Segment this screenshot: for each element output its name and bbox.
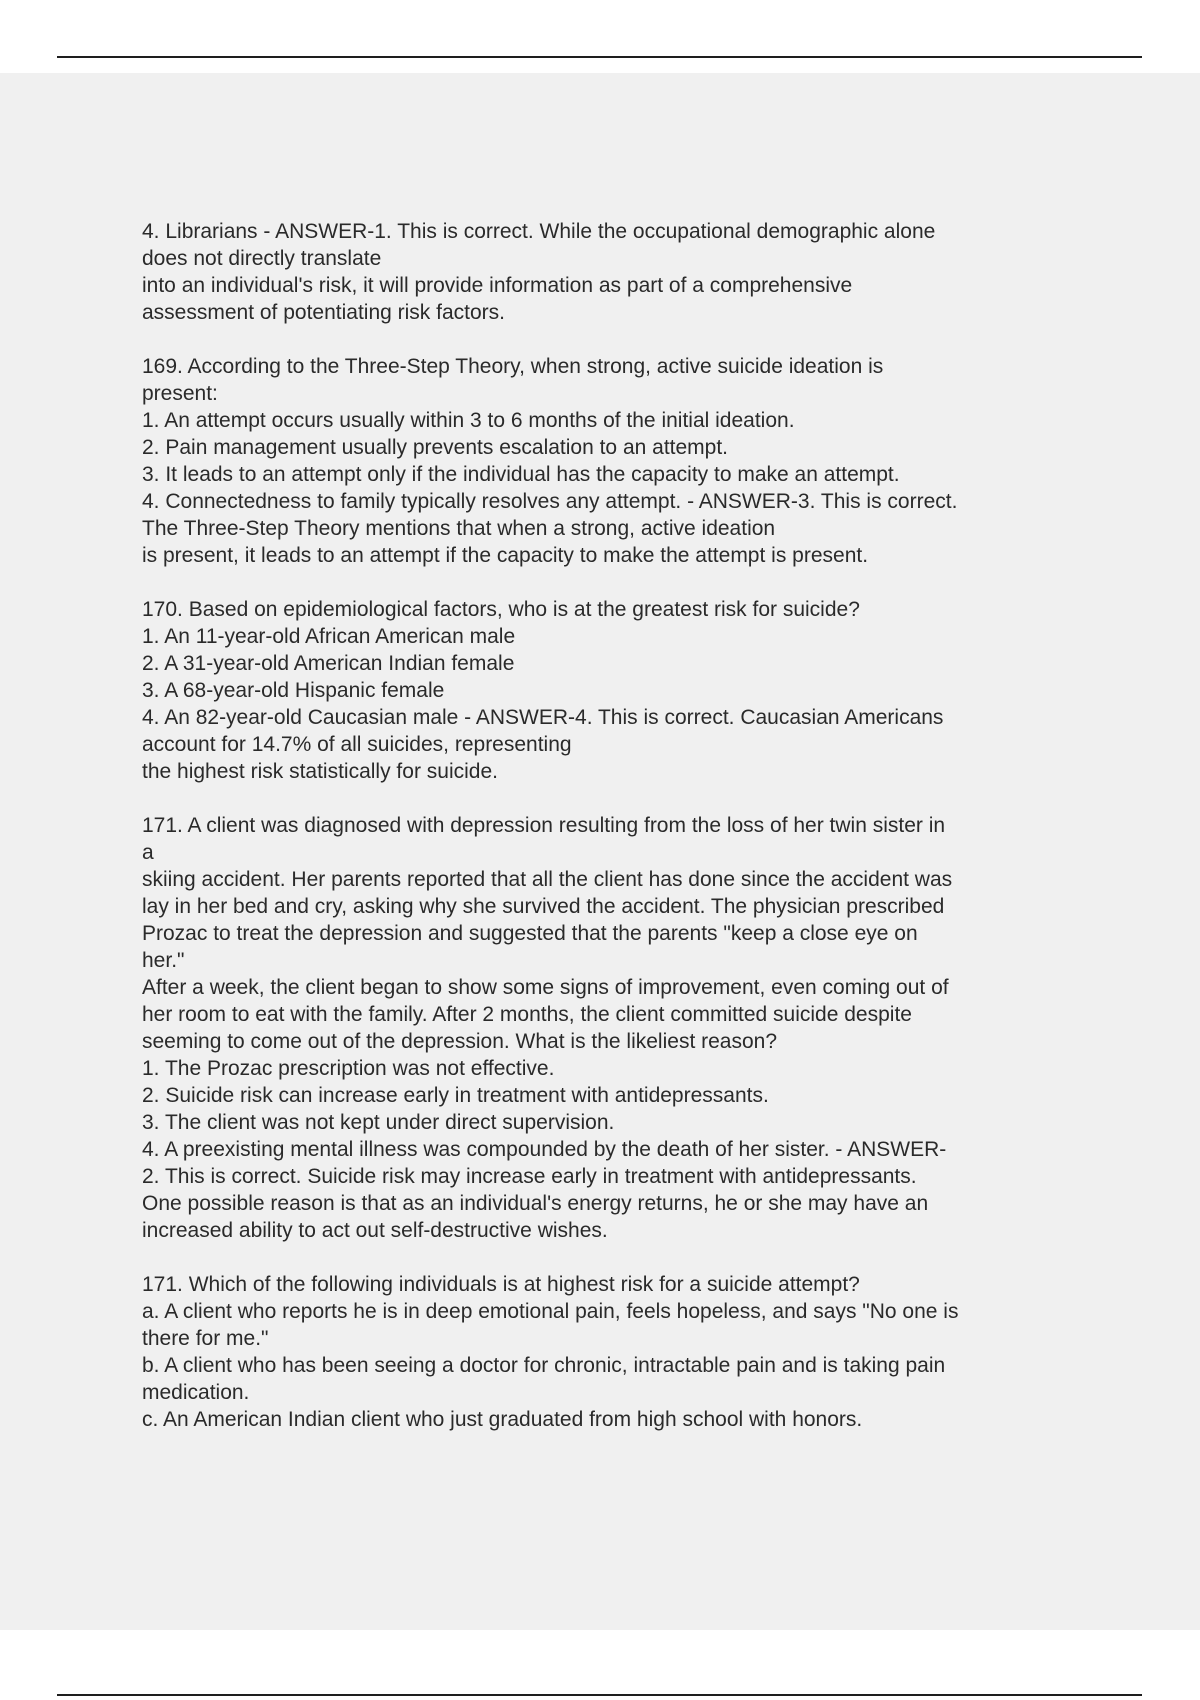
text-line: 4. An 82-year-old Caucasian male - ANSWER-4. This is correct. Caucasian Americans (142, 706, 944, 729)
text-line: account for 14.7% of all suicides, representing (142, 733, 572, 756)
text-line: 169. According to the Three-Step Theory, when strong, active suicide ideation is (142, 355, 884, 378)
footer-rule (57, 1694, 1142, 1696)
question-block (142, 1271, 1072, 1433)
text-line: her." (142, 949, 185, 972)
text-line: skiing accident. Her parents reported that all the client has done since the accident was (142, 868, 953, 891)
text-line: 2. Suicide risk can increase early in treatment with antidepressants. (142, 1084, 769, 1107)
header-rule (57, 56, 1142, 58)
text-line: 4. Librarians - ANSWER-1. This is correct. While the occupational demographic alone (142, 220, 936, 243)
question-block (142, 596, 1072, 785)
text-line: 1. The Prozac prescription was not effective. (142, 1057, 555, 1080)
text-line: 3. The client was not kept under direct supervision. (142, 1111, 615, 1134)
text-line: After a week, the client began to show some signs of improvement, even coming out of (142, 976, 949, 999)
text-line: 3. A 68-year-old Hispanic female (142, 679, 445, 702)
text-line: 4. Connectedness to family typically resolves any attempt. - ANSWER-3. This is correct. (142, 490, 958, 513)
text-line: 2. Pain management usually prevents escalation to an attempt. (142, 436, 729, 459)
text-line: seeming to come out of the depression. What is the likeliest reason? (142, 1030, 778, 1053)
text-line: 171. Which of the following individuals is at highest risk for a suicide attempt? (142, 1273, 860, 1296)
text-line: is present, it leads to an attempt if the capacity to make the attempt is present. (142, 544, 869, 567)
text-line: assessment of potentiating risk factors. (142, 301, 505, 324)
text-line: increased ability to act out self-destructive wishes. (142, 1219, 608, 1242)
text-line: c. An American Indian client who just graduated from high school with honors. (142, 1408, 863, 1431)
document-body (142, 218, 1072, 1460)
text-line: does not directly translate (142, 247, 382, 270)
text-line: The Three-Step Theory mentions that when a strong, active ideation (142, 517, 776, 540)
text-line: a. A client who reports he is in deep emotional pain, feels hopeless, and says "No one is (142, 1300, 959, 1323)
text-line: into an individual's risk, it will provide information as part of a comprehensive (142, 274, 853, 297)
text-line: 170. Based on epidemiological factors, who is at the greatest risk for suicide? (142, 598, 860, 621)
text-line: 2. This is correct. Suicide risk may increase early in treatment with antidepressants. (142, 1165, 917, 1188)
text-line: Prozac to treat the depression and suggested that the parents "keep a close eye on (142, 922, 918, 945)
text-line: 171. A client was diagnosed with depression resulting from the loss of her twin sister in (142, 814, 946, 837)
text-line: lay in her bed and cry, asking why she survived the accident. The physician prescribed (142, 895, 945, 918)
text-line: b. A client who has been seeing a doctor for chronic, intractable pain and is taking pain (142, 1354, 946, 1377)
text-line: 4. A preexisting mental illness was compounded by the death of her sister. - ANSWER- (142, 1138, 947, 1161)
text-line: 1. An attempt occurs usually within 3 to 6 months of the initial ideation. (142, 409, 795, 432)
text-line: medication. (142, 1381, 250, 1404)
text-line: 3. It leads to an attempt only if the individual has the capacity to make an attempt. (142, 463, 900, 486)
text-line: One possible reason is that as an individual's energy returns, he or she may have an (142, 1192, 929, 1215)
text-line: 2. A 31-year-old American Indian female (142, 652, 515, 675)
question-block (142, 218, 1072, 326)
text-line: there for me." (142, 1327, 269, 1350)
text-line: 1. An 11-year-old African American male (142, 625, 516, 648)
question-block (142, 353, 1072, 569)
text-line: her room to eat with the family. After 2 months, the client committed suicide despite (142, 1003, 912, 1026)
text-line: a (142, 841, 154, 864)
question-block (142, 812, 1072, 1244)
text-line: present: (142, 382, 218, 405)
text-line: the highest risk statistically for suicide. (142, 760, 498, 783)
